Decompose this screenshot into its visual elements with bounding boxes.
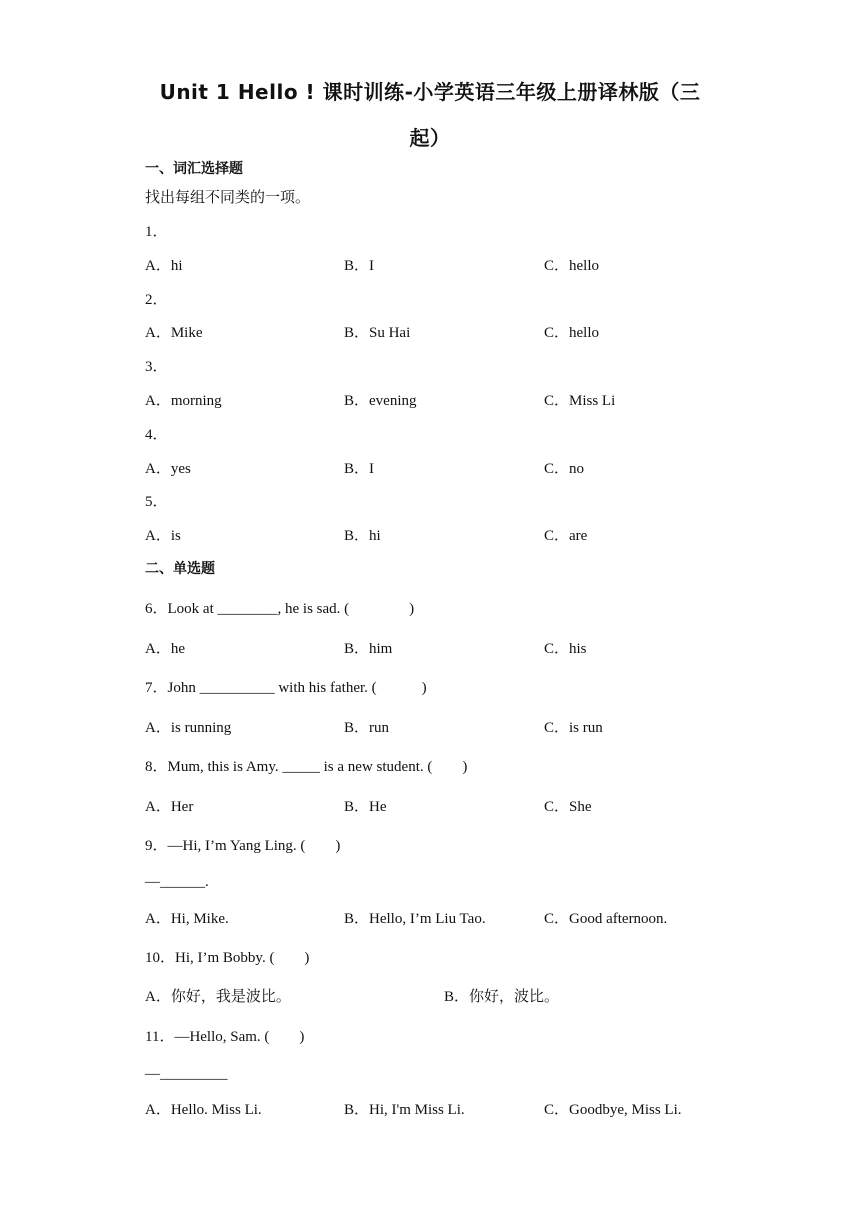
question-stem: 7．John __________ with his father. ( )	[145, 680, 427, 696]
option-c[interactable]: C．no	[544, 461, 585, 477]
option-a[interactable]: A．你好，我是波比。	[145, 989, 291, 1005]
option-c[interactable]: C．hello	[544, 258, 599, 274]
option-b[interactable]: B．Hi, I'm Miss Li.	[344, 1102, 465, 1118]
option-b[interactable]: B．evening	[344, 393, 417, 409]
question-stem: 6．Look at ________, he is sad. ( )	[145, 601, 415, 617]
option-c[interactable]: C．are	[544, 528, 588, 544]
page-title-line1: Unit 1 Hello ! 课时训练-小学英语三年级上册译林版（三	[159, 80, 701, 104]
option-b[interactable]: B．hi	[344, 528, 381, 544]
option-b[interactable]: B．He	[344, 799, 387, 815]
option-c[interactable]: C．is run	[544, 720, 603, 736]
option-a[interactable]: A．is running	[145, 720, 232, 736]
question-number: 3．	[145, 359, 168, 375]
answer-line: —_________	[145, 1066, 228, 1082]
option-b[interactable]: B．Hello, I’m Liu Tao.	[344, 911, 486, 927]
question-stem: 9．—Hi, I’m Yang Ling. ( )	[145, 838, 341, 854]
question-number: 1．	[145, 224, 168, 240]
option-b[interactable]: B．Su Hai	[344, 325, 411, 341]
option-b[interactable]: B．run	[344, 720, 390, 736]
option-b[interactable]: B．I	[344, 258, 375, 274]
question-number: 4．	[145, 427, 168, 443]
option-c[interactable]: C．Miss Li	[544, 393, 616, 409]
option-c[interactable]: C．Good afternoon.	[544, 911, 668, 927]
question-number: 5．	[145, 494, 168, 510]
option-a[interactable]: A．yes	[145, 461, 191, 477]
section-instruction: 找出每组不同类的一项。	[145, 190, 311, 206]
option-a[interactable]: A．Her	[145, 799, 194, 815]
option-a[interactable]: A．Mike	[145, 325, 203, 341]
question-stem: 11．—Hello, Sam. ( )	[145, 1029, 305, 1045]
question-stem: 8．Mum, this is Amy. _____ is a new student. ( )	[145, 759, 468, 775]
option-c[interactable]: C．his	[544, 641, 587, 657]
option-b[interactable]: B．I	[344, 461, 375, 477]
option-a[interactable]: A．Hi, Mike.	[145, 911, 229, 927]
option-c[interactable]: C．She	[544, 799, 592, 815]
question-number: 2．	[145, 292, 168, 308]
option-c[interactable]: C．Goodbye, Miss Li.	[544, 1102, 682, 1118]
question-stem: 10．Hi, I’m Bobby. ( )	[145, 950, 310, 966]
option-a[interactable]: A．morning	[145, 393, 222, 409]
option-b[interactable]: B．him	[344, 641, 393, 657]
section-heading-vocabulary: 一、词汇选择题	[145, 161, 243, 177]
option-a[interactable]: A．he	[145, 641, 185, 657]
option-a[interactable]: A．hi	[145, 258, 183, 274]
option-a[interactable]: A．is	[145, 528, 181, 544]
option-c[interactable]: C．hello	[544, 325, 599, 341]
answer-line: —______.	[145, 874, 209, 890]
section-heading-single-choice: 二、单选题	[145, 561, 215, 577]
page-title-line2: 起）	[409, 126, 451, 150]
option-b[interactable]: B．你好，波比。	[444, 989, 560, 1005]
option-a[interactable]: A．Hello. Miss Li.	[145, 1102, 262, 1118]
